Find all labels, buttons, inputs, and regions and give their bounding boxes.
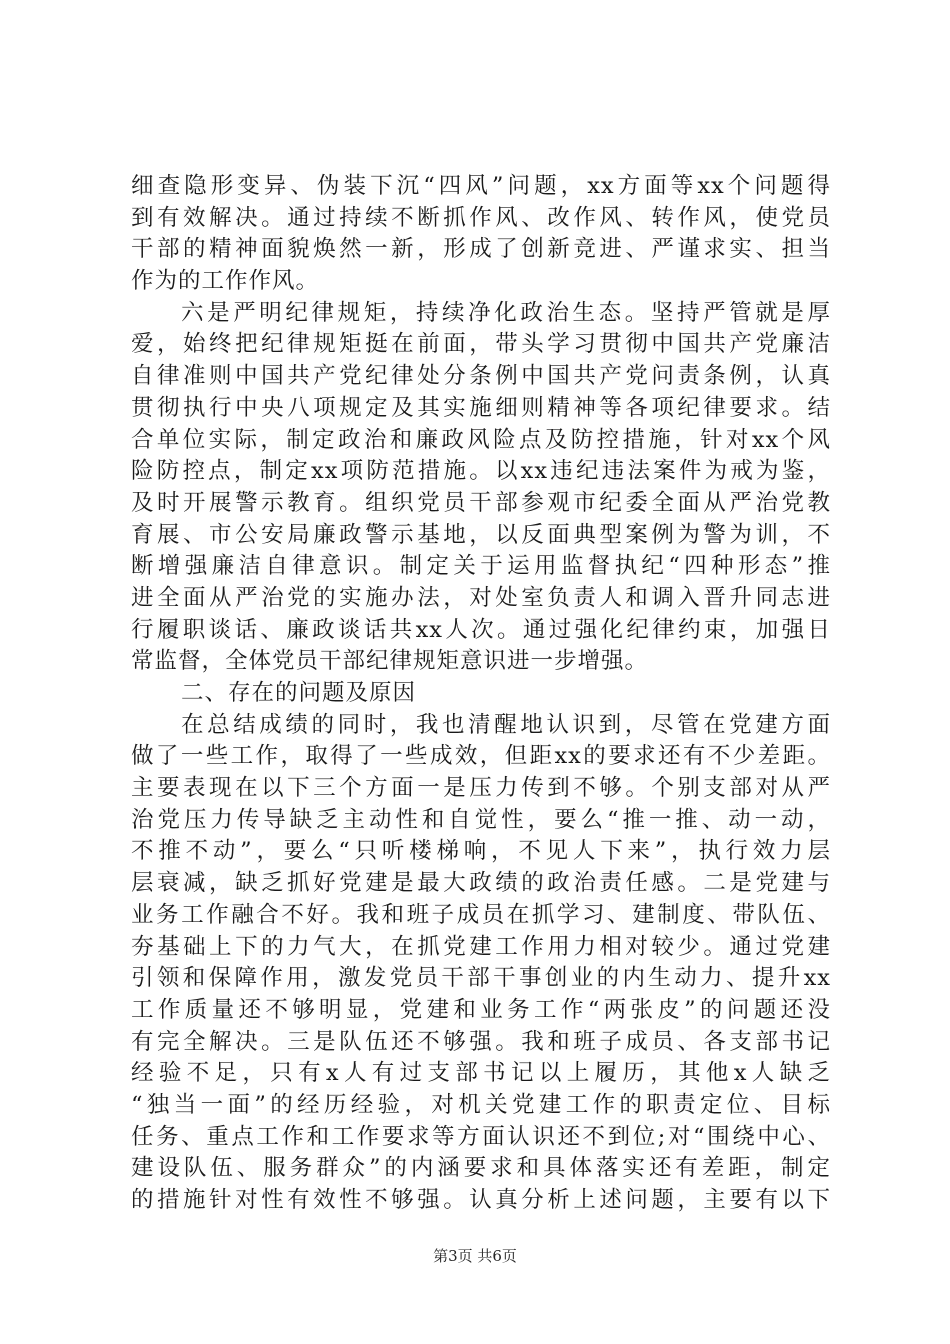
document-body bbox=[131, 171, 831, 1217]
text-line: 险防控点，制定xx项防范措施。以xx违纪违法案件为戒为鉴， bbox=[131, 458, 831, 485]
text-line: 治党压力传导缺乏主动性和自觉性，要么“推一推、动一动， bbox=[131, 806, 831, 833]
text-line: 细查隐形变异、伪装下沉“四风”问题，xx方面等xx个问题得 bbox=[131, 173, 831, 199]
text-line: 工作质量还不够明显，党建和业务工作“两张皮”的问题还没 bbox=[131, 996, 831, 1023]
text-line: 建设队伍、服务群众”的内涵要求和具体落实还有差距，制定 bbox=[131, 1155, 831, 1182]
text-line: 主要表现在以下三个方面一是压力传到不够。个别支部对从严 bbox=[131, 775, 831, 802]
text-line: 进全面从严治党的实施办法，对处室负责人和调入晋升同志进 bbox=[131, 584, 831, 611]
text-line: 六是严明纪律规矩，持续净化政治生态。坚持严管就是厚 bbox=[181, 299, 831, 326]
text-line: 的措施针对性有效性不够强。认真分析上述问题，主要有以下 bbox=[131, 1187, 831, 1213]
page-number-footer: 第3页 共6页 bbox=[433, 1247, 517, 1265]
text-line: 二、存在的问题及原因 bbox=[181, 680, 417, 706]
text-line: 干部的精神面貌焕然一新，形成了创新竞进、严谨求实、担当 bbox=[131, 236, 831, 263]
text-line: 到有效解决。通过持续不断抓作风、改作风、转作风，使党员 bbox=[131, 204, 831, 231]
text-line: 合单位实际，制定政治和廉政风险点及防控措施，针对xx个风 bbox=[131, 426, 831, 453]
text-line: 行履职谈话、廉政谈话共xx人次。通过强化纪律约束，加强日 bbox=[131, 616, 831, 643]
text-line: 有完全解决。三是队伍还不够强。我和班子成员、各支部书记 bbox=[131, 1028, 831, 1055]
text-line: 常监督，全体党员干部纪律规矩意识进一步增强。 bbox=[131, 648, 649, 675]
text-line: “独当一面”的经历经验，对机关党建工作的职责定位、目标 bbox=[131, 1091, 831, 1118]
text-line: 业务工作融合不好。我和班子成员在抓学习、建制度、带队伍、 bbox=[131, 901, 831, 928]
text-line: 贯彻执行中央八项规定及其实施细则精神等各项纪律要求。结 bbox=[131, 394, 831, 421]
text-line: 爱，始终把纪律规矩挺在前面，带头学习贯彻中国共产党廉洁 bbox=[131, 331, 831, 358]
text-line: 引领和保障作用，激发党员干部干事创业的内生动力、提升xx bbox=[131, 965, 831, 992]
text-line: 夯基础上下的力气大，在抓党建工作用力相对较少。通过党建 bbox=[131, 933, 831, 960]
text-line: 作为的工作作风。 bbox=[131, 268, 320, 295]
text-line: 层衰减，缺乏抓好党建是最大政绩的政治责任感。二是党建与 bbox=[131, 870, 831, 897]
text-line: 做了一些工作，取得了一些成效，但距xx的要求还有不少差距。 bbox=[131, 743, 831, 770]
text-line: 自律准则中国共产党纪律处分条例中国共产党问责条例，认真 bbox=[131, 363, 831, 390]
text-line: 及时开展警示教育。组织党员干部参观市纪委全面从严治党教 bbox=[131, 489, 831, 516]
text-line: 任务、重点工作和工作要求等方面认识还不到位;对“围绕中心、 bbox=[131, 1123, 831, 1150]
text-line: 育展、市公安局廉政警示基地，以反面典型案例为警为训，不 bbox=[131, 521, 831, 548]
text-line: 断增强廉洁自律意识。制定关于运用监督执纪“四种形态”推 bbox=[131, 553, 831, 580]
text-line: 经验不足，只有x人有过支部书记以上履历，其他x人缺乏 bbox=[131, 1060, 831, 1087]
text-line: 在总结成绩的同时，我也清醒地认识到，尽管在党建方面 bbox=[181, 711, 831, 738]
text-line: 不推不动”，要么“只听楼梯响，不见人下来”，执行效力层 bbox=[131, 838, 831, 865]
